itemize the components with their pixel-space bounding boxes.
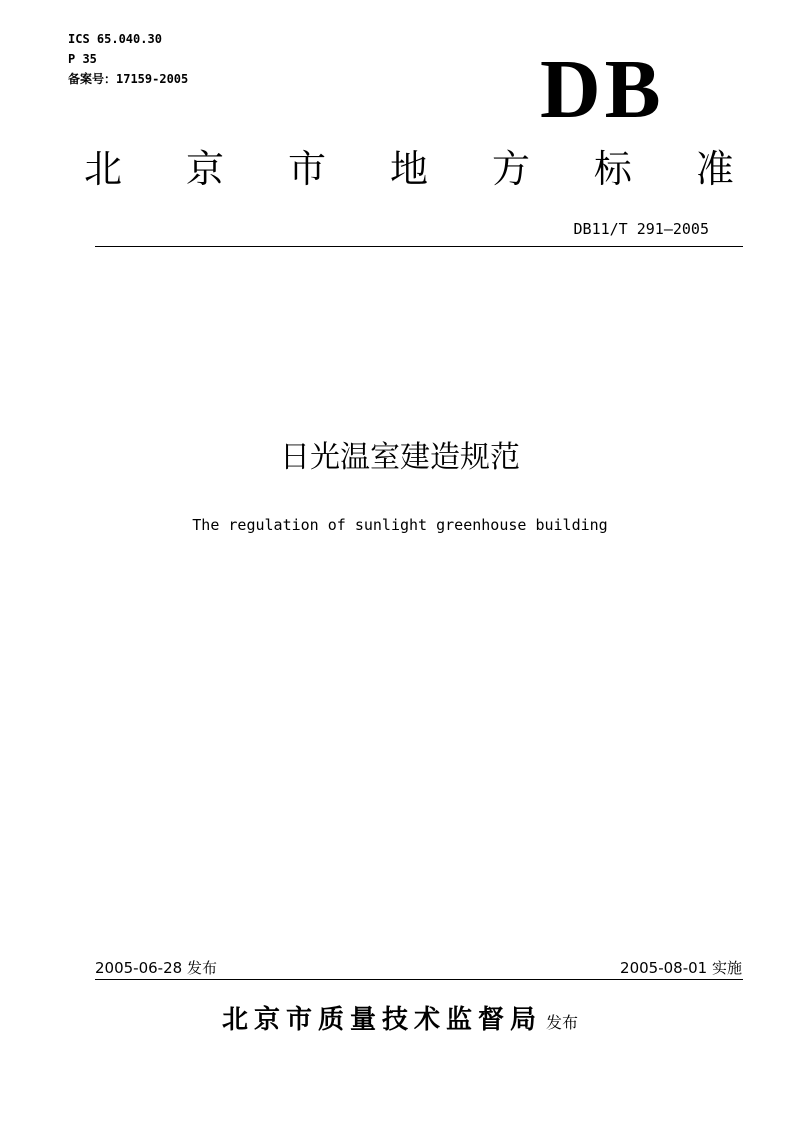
document-title-english: The regulation of sunlight greenhouse building [192,516,608,534]
document-title-chinese: 日光温室建造规范 [280,440,520,475]
standard-type-char: 地 [389,147,428,191]
issuer-name: 北京市质量技术监督局 [221,1005,542,1035]
standard-code: DB11/T 291—2005 [573,220,709,238]
issuer-line [0,1002,800,1041]
filing-number: 备案号：17159-2005 [68,72,189,86]
standard-type-char: 市 [287,147,326,191]
implementation-date: 2005-08-01 实施 [620,959,742,977]
footer-divider [95,979,743,980]
ics-code: ICS 65.040.30 [68,32,162,46]
standard-type-char: 北 [84,147,123,191]
publish-date: 2005-06-28 发布 [95,959,217,977]
header-divider [95,246,743,247]
standard-type-char: 方 [491,147,530,191]
standard-type-char: 标 [593,147,632,191]
standard-type-char: 京 [185,147,224,191]
classification-code: P 35 [68,52,97,66]
standard-type-char: 准 [695,147,734,191]
standard-type-heading [84,146,734,192]
issuer-suffix: 发布 [546,1013,579,1032]
db-logo-mark: DB [540,43,665,136]
